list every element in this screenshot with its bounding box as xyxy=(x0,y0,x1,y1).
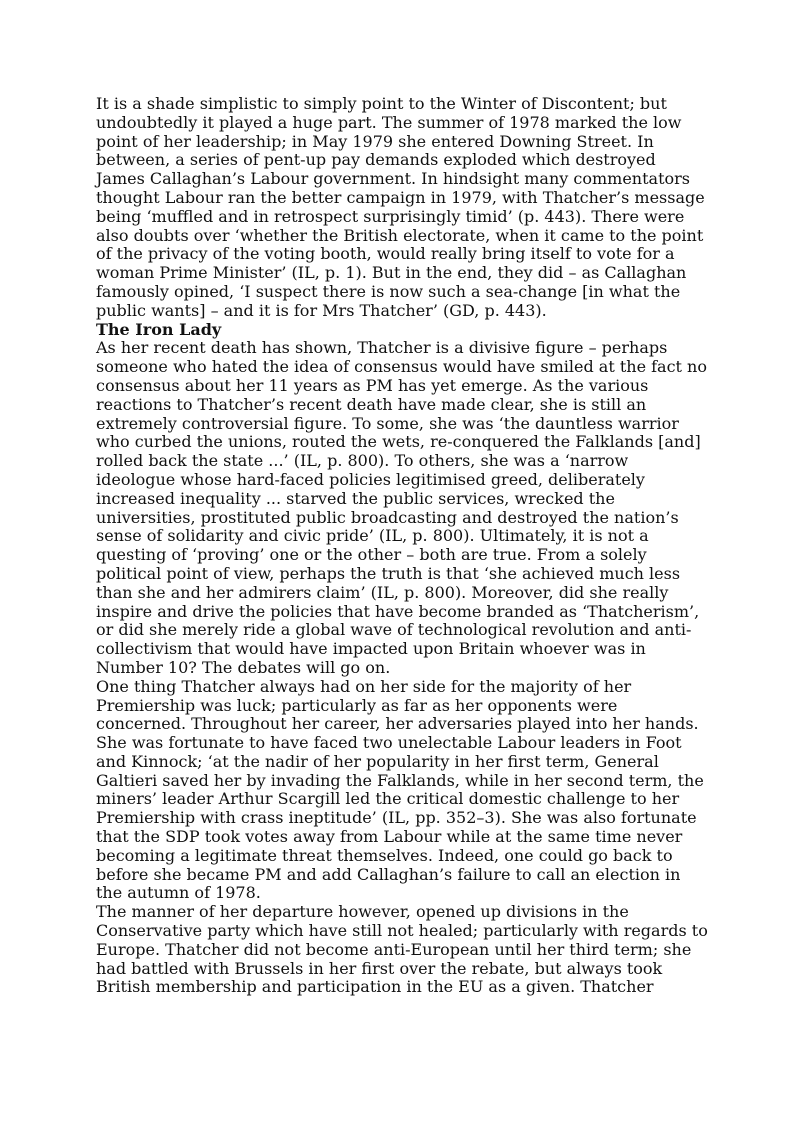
document-page xyxy=(96,95,708,997)
section-heading-iron-lady: The Iron Lady xyxy=(96,319,222,339)
paragraph-luck: One thing Thatcher always had on her side for the majority of her Premiership was luck; particularly as far as her opponents were concerned. Throughout her career, her adversaries played into her hands. She was fortunate to have faced two unelectable Labour leaders in Foot and Kinnock; ‘at the nadir of her popularity in her first term, General Galtieri saved her by invading the Falklands, while in her second term, the miners’ leader Arthur Scargill led the critical domestic challenge to her Premiership with crass ineptitude’ (IL, pp. 352–3). She was also fortunate that the SDP took votes away from Labour while at the same time never becoming a legitimate threat themselves. Indeed, one could go back to before she became PM and add Callaghan’s failure to call an election in the autumn of 1978. xyxy=(96,676,704,903)
paragraph-departure: The manner of her departure however, opened up divisions in the Conservative party which have still not healed; particularly with regards to Europe. Thatcher did not become anti-European until her third term; she had battled with Brussels in her first over the rebate, but always took British membership and participation in the EU as a given. Thatcher xyxy=(96,902,708,997)
paragraph-winter-of-discontent: It is a shade simplistic to simply point to the Winter of Discontent; but undoubtedly it played a huge part. The summer of 1978 marked the low point of her leadership; in May 1979 she entered Downing Street. In between, a series of pent-up pay demands exploded which destroyed James Callaghan’s Labour government. In hindsight many commentators thought Labour ran the better campaign in 1979, with Thatcher’s message being ‘muffled and in retrospect surprisingly timid’ (p. 443). There were also doubts over ‘whether the British electorate, when it came to the point of the privacy of the voting booth, would really bring itself to vote for a woman Prime Minister’ (IL, p. 1). But in the end, they did – as Callaghan famously opined, ‘I suspect there is now such a sea-change [in what the public wants] – and it is for Mrs Thatcher’ (GD, p. 443). xyxy=(96,94,705,320)
paragraph-divisive-figure: As her recent death has shown, Thatcher is a divisive figure – perhaps someone who hated the idea of consensus would have smiled at the fact no consensus about her 11 years as PM has yet emerge. As the various reactions to Thatcher’s recent death have made clear, she is still an extremely controversial figure. To some, she was ‘the dauntless warrior who curbed the unions, routed the wets, re-conquered the Falklands [and] rolled back the state ...’ (IL, p. 800). To others, she was a ‘narrow ideologue whose hard-faced policies legitimised greed, deliberately increased inequality ... starved the public services, wrecked the universities, prostituted public broadcasting and destroyed the nation’s sense of solidarity and civic pride’ (IL, p. 800). Ultimately, it is not a questing of ‘proving’ one or the other – both are true. From a solely political point of view, perhaps the truth is that ‘she achieved much less than she and her admirers claim’ (IL, p. 800). Moreover, did she really inspire and drive the policies that have become branded as ‘Thatcherism’, or did she merely ride a global wave of technological revolution and anti-collectivism that would have impacted upon Britain whoever was in Number 10? The debates will go on. xyxy=(96,338,707,677)
